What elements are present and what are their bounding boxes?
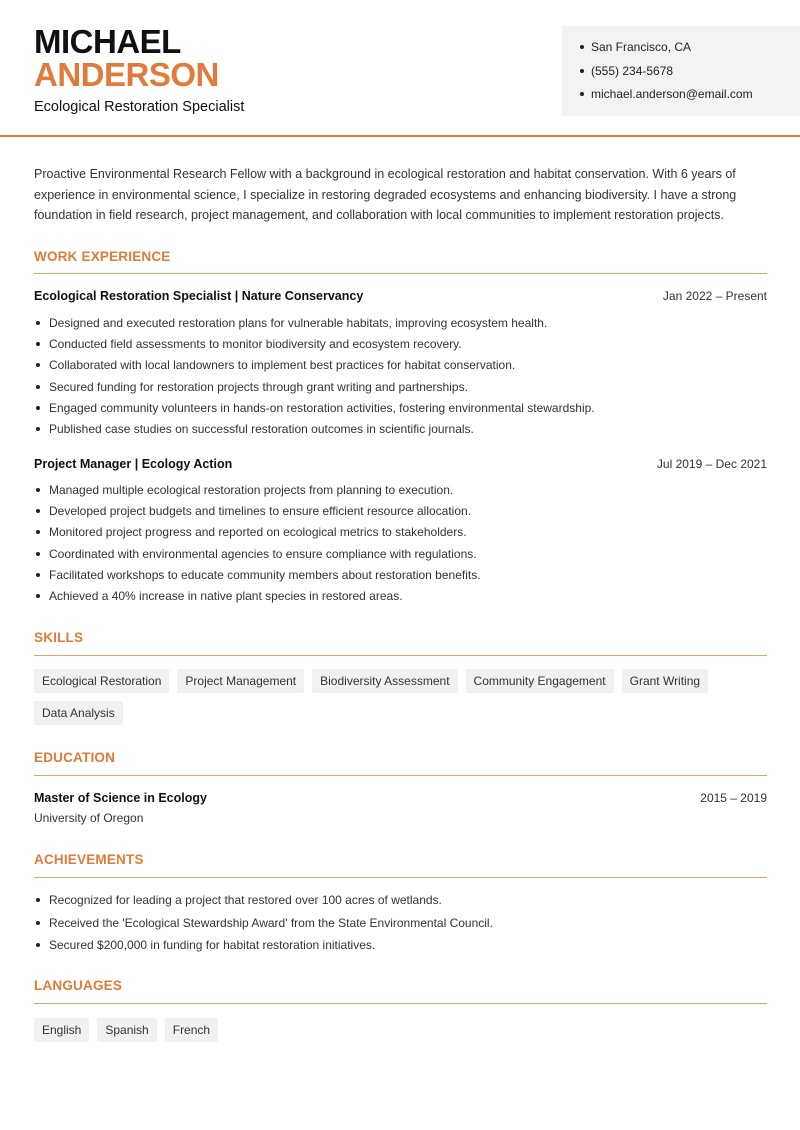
section-divider — [34, 1003, 767, 1004]
bullet-text: Secured funding for restoration projects through grant writing and partnerships. — [49, 379, 468, 394]
list-item — [34, 380, 767, 401]
list-item — [34, 938, 767, 961]
section-divider — [34, 877, 767, 878]
list-item — [34, 358, 767, 379]
list-item — [34, 568, 767, 589]
section-divider — [34, 655, 767, 656]
bullet-text: Coordinated with environmental agencies to ensure compliance with regulations. — [49, 546, 477, 561]
bullet-icon — [36, 488, 40, 492]
language-tag: Spanish — [97, 1018, 156, 1042]
bullet-icon — [36, 342, 40, 346]
list-item — [34, 589, 767, 610]
list-item — [34, 483, 767, 504]
bullet-text: Developed project budgets and timelines to ensure efficient resource allocation. — [49, 504, 472, 519]
bullet-icon — [36, 406, 40, 410]
job-bullets — [34, 483, 767, 610]
bullet-icon — [36, 321, 40, 325]
contact-location — [580, 40, 800, 64]
list-item — [34, 401, 767, 422]
list-item — [34, 893, 767, 916]
list-item — [34, 504, 767, 525]
skill-tag: Project Management — [177, 669, 304, 693]
list-item — [34, 337, 767, 358]
last-name: ANDERSON — [34, 56, 219, 93]
list-item — [34, 916, 767, 939]
bullet-icon — [36, 363, 40, 367]
job-bullets — [34, 316, 767, 443]
bullet-text: Published case studies on successful restoration outcomes in scientific journals. — [49, 421, 474, 436]
section-divider — [34, 775, 767, 776]
bullet-text: Monitored project progress and reported on ecological metrics to stakeholders. — [49, 525, 467, 540]
bullet-icon — [36, 594, 40, 598]
bullet-text: Designed and executed restoration plans for vulnerable habitats, improving ecosystem health. — [49, 316, 548, 330]
list-item — [34, 547, 767, 568]
skill-tag: Data Analysis — [34, 701, 123, 725]
bullet-icon — [36, 530, 40, 534]
list-item — [34, 525, 767, 546]
first-name: MICHAEL — [34, 23, 181, 60]
bullet-icon — [580, 45, 584, 49]
job-header — [34, 289, 767, 307]
bullet-text: Managed multiple ecological restoration projects from planning to execution. — [49, 483, 454, 497]
bullet-icon — [36, 509, 40, 513]
language-tag: English — [34, 1018, 89, 1042]
skills-heading: SKILLS — [34, 630, 84, 645]
list-item — [34, 316, 767, 337]
skill-tag: Community Engagement — [466, 669, 614, 693]
education-degree: Master of Science in Ecology — [34, 791, 207, 805]
work-experience-heading: WORK EXPERIENCE — [34, 249, 171, 264]
resume-header — [0, 0, 800, 137]
bullet-icon — [36, 898, 40, 902]
bullet-icon — [36, 921, 40, 925]
skill-tag: Ecological Restoration — [34, 669, 169, 693]
bullet-icon — [580, 92, 584, 96]
bullet-text: Secured $200,000 in funding for habitat restoration initiatives. — [49, 938, 376, 952]
skills-tags — [34, 669, 767, 725]
bullet-icon — [36, 552, 40, 556]
job-header — [34, 457, 767, 475]
bullet-icon — [36, 385, 40, 389]
education-heading: EDUCATION — [34, 750, 116, 765]
achievements-bullets — [34, 893, 767, 961]
contact-email-text: michael.anderson@email.com — [591, 87, 753, 101]
education-dates: 2015 – 2019 — [700, 791, 767, 805]
bullet-icon — [36, 573, 40, 577]
section-divider — [34, 273, 767, 274]
language-tag: French — [165, 1018, 218, 1042]
languages-tags — [34, 1018, 767, 1042]
bullet-icon — [36, 427, 40, 431]
bullet-icon — [36, 943, 40, 947]
education-school: University of Oregon — [34, 811, 144, 825]
achievements-heading: ACHIEVEMENTS — [34, 852, 144, 867]
bullet-text: Conducted field assessments to monitor biodiversity and ecosystem recovery. — [49, 337, 462, 352]
list-item — [34, 422, 767, 443]
summary-paragraph: Proactive Environmental Research Fellow with a background in ecological restoration and habitat conservation. With 6 years of experience in environmental science, I specialize in restoring degraded ecosystems and enhancing biodiversity. I have a strong foundation in field research, project management, and collaboration with local communities to implement restoration projects. — [34, 167, 737, 222]
job-role: Ecological Restoration Specialist | Nature Conservancy — [34, 289, 364, 303]
bullet-text: Achieved a 40% increase in native plant species in restored areas. — [49, 588, 403, 603]
bullet-text: Facilitated workshops to educate community members about restoration benefits. — [49, 567, 481, 582]
contact-list — [580, 40, 800, 111]
bullet-icon — [580, 69, 584, 73]
bullet-text: Received the 'Ecological Stewardship Award' from the State Environmental Council. — [49, 915, 493, 930]
contact-box — [562, 26, 800, 116]
contact-location-text: San Francisco, CA — [591, 40, 692, 54]
bullet-text: Recognized for leading a project that restored over 100 acres of wetlands. — [49, 893, 442, 907]
contact-email — [580, 87, 800, 111]
bullet-text: Collaborated with local landowners to implement best practices for habitat conservation. — [49, 358, 516, 373]
skill-tag: Grant Writing — [622, 669, 708, 693]
job-dates: Jan 2022 – Present — [662, 289, 767, 303]
skill-tag: Biodiversity Assessment — [312, 669, 457, 693]
education-header — [34, 791, 767, 809]
languages-heading: LANGUAGES — [34, 978, 123, 993]
contact-phone-text: (555) 234-5678 — [591, 63, 674, 78]
job-title: Ecological Restoration Specialist — [34, 99, 245, 115]
contact-phone — [580, 64, 800, 88]
job-dates: Jul 2019 – Dec 2021 — [656, 457, 767, 471]
bullet-text: Engaged community volunteers in hands-on restoration activities, fostering environmental stewardship. — [49, 400, 595, 415]
job-role: Project Manager | Ecology Action — [34, 457, 233, 471]
